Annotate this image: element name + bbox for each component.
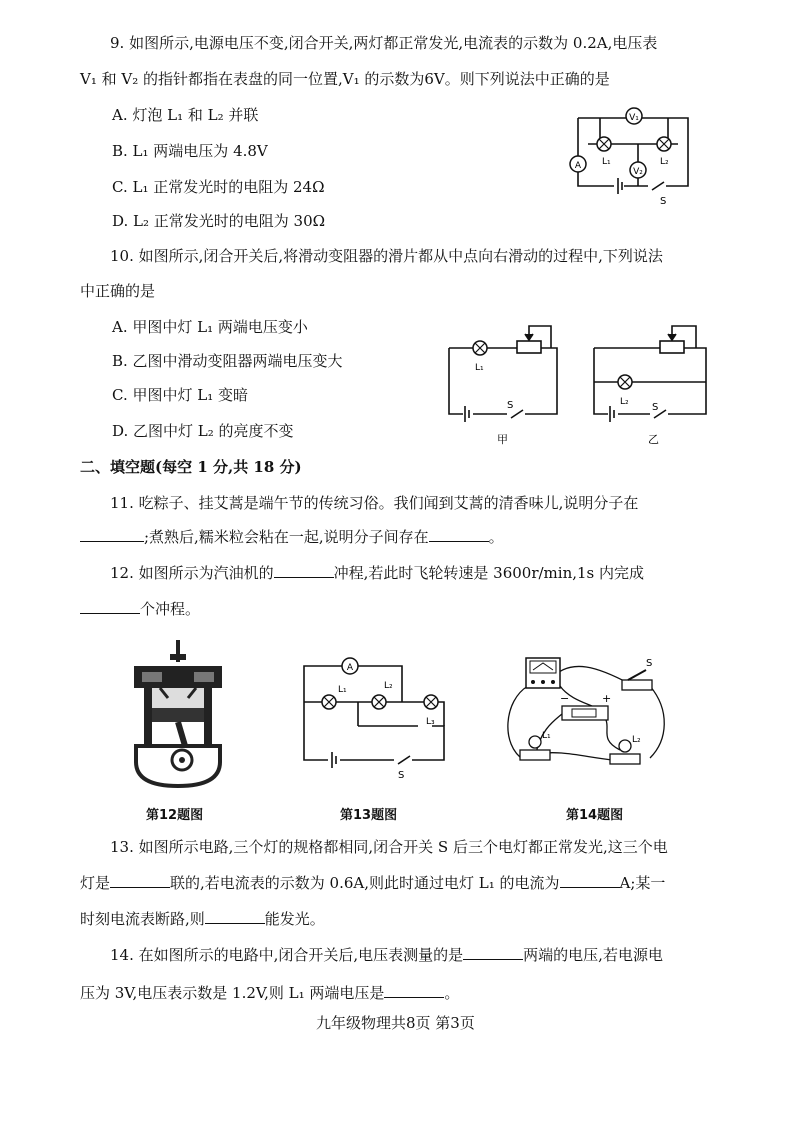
q10-option-a: A. 甲图中灯 L₁ 两端电压变小 [112,318,308,336]
voltmeter-device-icon [526,658,560,688]
switch-s-label: S [660,196,667,207]
svg-text:L₂: L₂ [620,397,629,407]
q12-line1: 12. 如图所示为汽油机的 冲程,若此时飞轮转速是 3600r/min,1s 内完成 [110,564,645,582]
svg-text:−: − [560,692,570,705]
svg-text:L₁: L₁ [338,685,347,695]
answer-blank[interactable] [429,527,489,542]
answer-blank[interactable] [110,873,170,888]
section-fill-blank-title: 二、填空题(每空 1 分,共 18 分) [80,458,302,476]
q13-line3: 时刻电流表断路,则 能发光。 [80,910,325,928]
q10-stem-line1: 10. 如图所示,闭合开关后,将滑动变阻器的滑片都从中点向右滑动的过程中,下列说法 [110,247,663,265]
q14-line1: 14. 在如图所示的电路中,闭合开关后,电压表测量的是 两端的电压,若电源电 [110,946,663,964]
lamp-l1-icon [597,137,611,167]
answer-blank[interactable] [80,599,140,614]
lamp-l2-icon [657,137,671,167]
q13-line2: 灯是 联的,若电流表的示数为 0.6A,则此时通过电灯 L₁ 的电流为 A;某一 [80,874,666,892]
svg-text:S: S [398,770,405,781]
answer-blank[interactable] [274,563,334,578]
svg-text:L₂: L₂ [660,157,669,167]
q9-stem-line2: V₁ 和 V₂ 的指针都指在表盘的同一位置,V₁ 的示数为6V。则下列说法中正确的是 [80,70,610,88]
q11-line2: ;煮熟后,糯米粒会粘在一起,说明分子间存在 。 [80,526,504,548]
engine-cylinder-figure [128,640,228,794]
q13-circuit-diagram [298,652,448,781]
svg-text:S: S [646,658,653,669]
q9-circuit-diagram [560,98,700,212]
answer-blank[interactable] [384,983,444,998]
ammeter-icon [570,156,586,172]
q13-line1: 13. 如图所示电路,三个灯的规格都相同,闭合开关 S 后三个电灯都正常发光,这三个电 [110,838,668,856]
q10-option-d: D. 乙图中灯 L₂ 的亮度不变 [112,422,294,440]
svg-text:+: + [602,692,612,705]
svg-text:A: A [574,161,582,171]
svg-text:L₂: L₂ [384,681,393,691]
q10-circuit-yi [590,320,720,454]
svg-text:L₁: L₁ [602,157,611,167]
q14-line2: 压为 3V,电压表示数是 1.2V,则 L₁ 两端电压是 。 [80,984,460,1002]
svg-text:V₁: V₁ [629,113,639,123]
svg-text:A: A [346,663,354,673]
switch-icon [622,658,652,690]
q10-option-c: C. 甲图中灯 L₁ 变暗 [112,386,248,404]
voltmeter-v1-icon [626,108,642,124]
q9-option-c: C. L₁ 正常发光时的电阻为 24Ω [112,178,325,196]
svg-text:S: S [507,400,514,411]
figure-label-yi: 乙 [648,433,659,446]
q14-physical-circuit [500,650,670,784]
page-footer: 九年级物理共8页 第3页 [316,1014,475,1032]
answer-blank[interactable] [205,909,265,924]
q10-option-b: B. 乙图中滑动变阻器两端电压变大 [112,352,343,370]
svg-text:L₁: L₁ [542,731,551,741]
answer-blank[interactable] [560,873,620,888]
figure-caption-13: 第13题图 [340,808,398,823]
q9-option-a: A. 灯泡 L₁ 和 L₂ 并联 [112,106,259,124]
q10-stem-line2: 中正确的是 [80,282,156,300]
svg-text:L₃: L₃ [426,717,435,727]
voltmeter-v2-icon [630,162,646,178]
q11-line1: 11. 吃粽子、挂艾蒿是端午节的传统习俗。我们闻到艾蒿的清香味儿,说明分子在 [110,494,639,512]
svg-text:L₂: L₂ [632,735,641,745]
svg-text:V₂: V₂ [633,167,643,177]
bulb-l1-icon [520,731,551,760]
q12-line2: 个冲程。 [80,598,200,620]
bulb-l2-icon [610,735,641,764]
svg-text:L₁: L₁ [475,363,484,373]
q9-stem-line1: 9. 如图所示,电源电压不变,闭合开关,两灯都正常发光,电流表的示数为 0.2A,电压表 [110,34,658,52]
q10-circuit-jia [445,320,575,454]
figure-caption-14: 第14题图 [566,808,624,823]
q9-option-b: B. L₁ 两端电压为 4.8V [112,142,268,160]
svg-text:S: S [652,402,659,413]
figure-label-jia: 甲 [497,433,508,446]
answer-blank[interactable] [463,945,523,960]
q9-option-d: D. L₂ 正常发光时的电阻为 30Ω [112,212,326,230]
answer-blank[interactable] [80,527,144,542]
battery-icon [560,692,611,720]
figure-caption-12: 第12题图 [146,808,204,823]
